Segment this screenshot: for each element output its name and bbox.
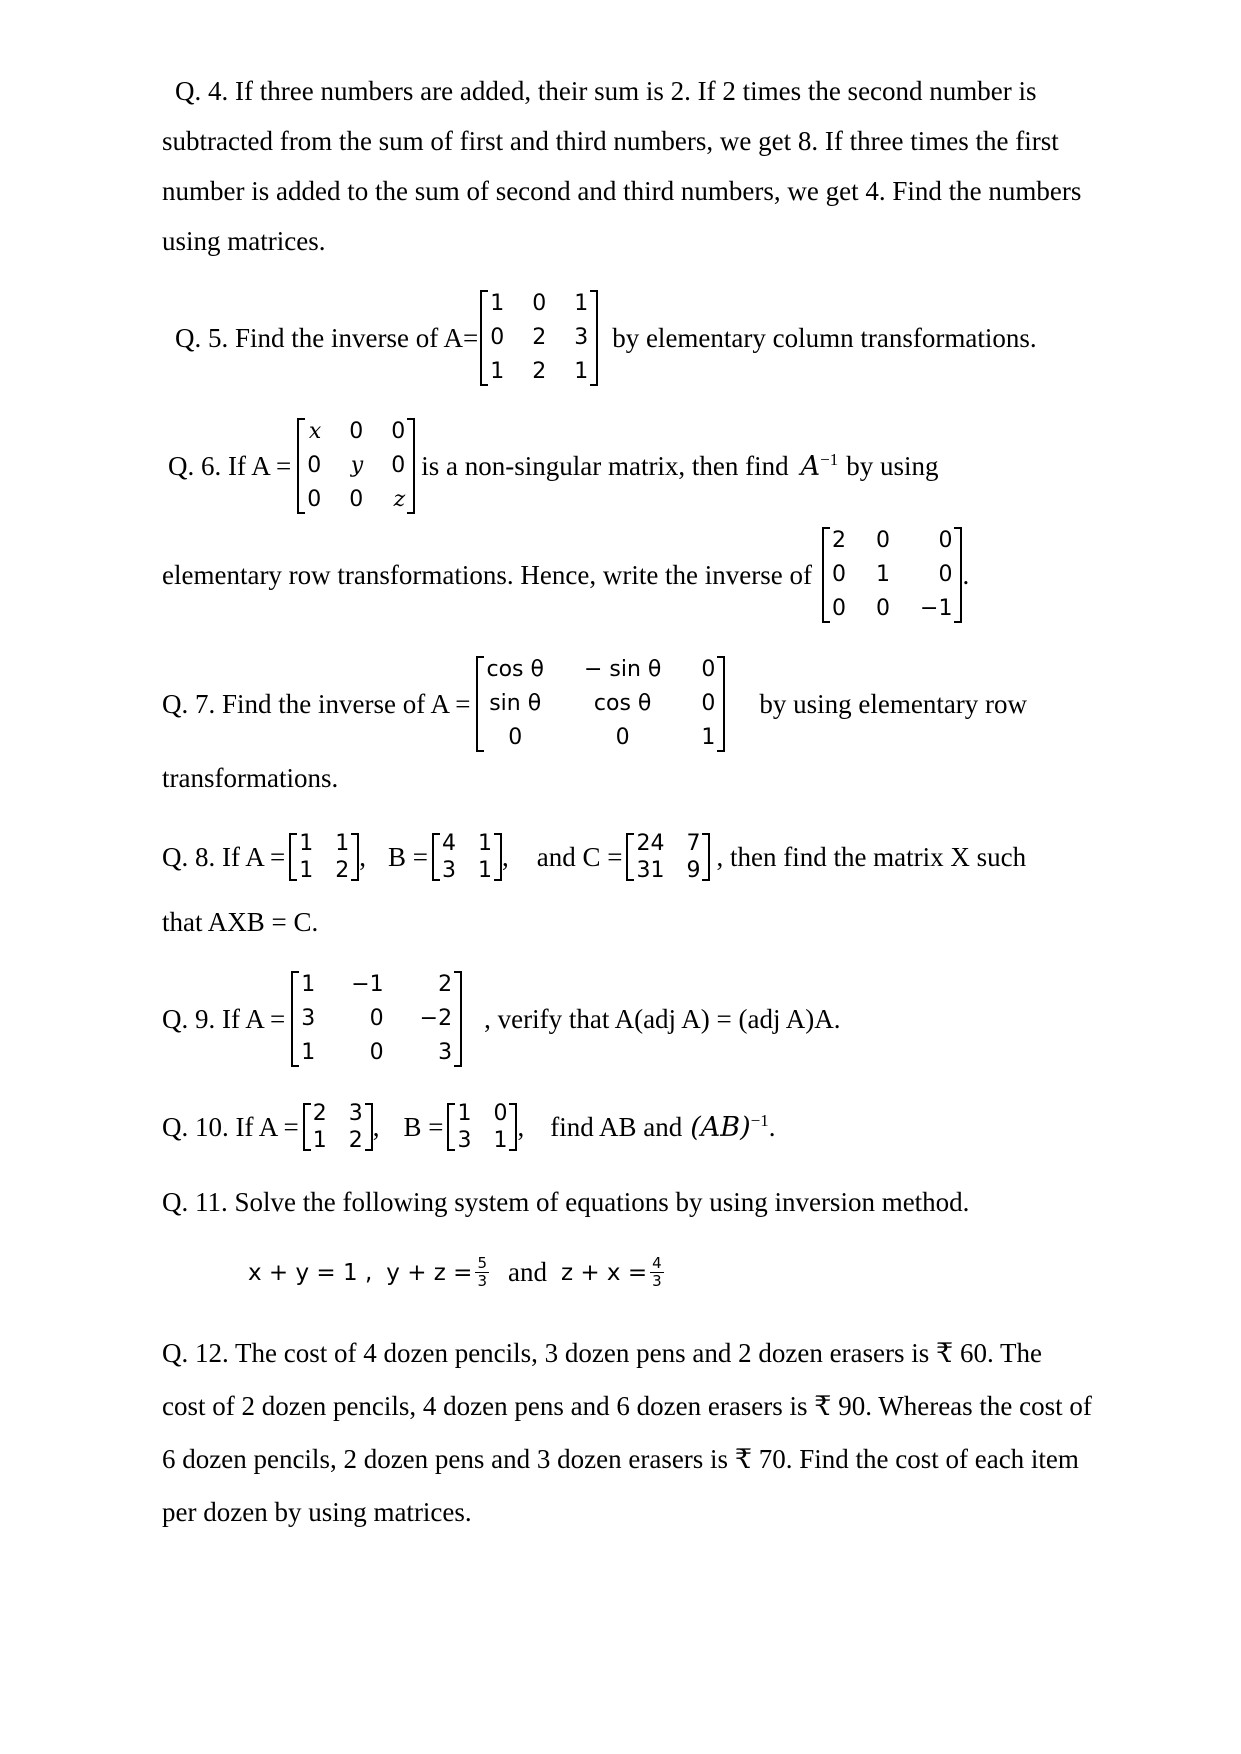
q4-line-1: Q. 4. If three numbers are added, their sum is 2. If 2 times the second number is [175, 76, 1037, 106]
fraction-numerator: 4 [652, 1254, 662, 1272]
matrix-cell: cos θ [593, 691, 652, 716]
question-10 [162, 1100, 776, 1154]
matrix-cell: 1 [299, 858, 314, 883]
q6-suffix: by using [846, 450, 939, 481]
matrix-cell: 1 [477, 858, 492, 883]
matrix-cell: 0 [701, 657, 716, 682]
matrix-cell: −1 [351, 972, 384, 997]
q10-end: . [768, 1111, 776, 1142]
matrix-cell: 0 [508, 725, 523, 750]
q4-line-2: subtracted from the sum of first and third numbers, we get 8. If three times the first [162, 126, 1059, 156]
matrix-cell: 0 [701, 691, 716, 716]
matrix-cell: −2 [419, 1006, 453, 1031]
q9-suffix: , verify that A(adj A) = (adj A)A. [484, 1003, 841, 1034]
fraction-denominator: 3 [652, 1272, 662, 1290]
matrix-cell: 1 [493, 1128, 508, 1153]
matrix-cell: 3 [301, 1006, 316, 1031]
q8-comma-1: , [359, 841, 366, 872]
question-7 [162, 653, 1027, 755]
q12-line-4: per dozen by using matrices. [162, 1497, 472, 1527]
matrix-cell: 3 [441, 858, 456, 883]
matrix-cell: 2 [532, 359, 547, 384]
q4-line-4: using matrices. [162, 226, 326, 256]
q8-suffix: , then find the matrix X such [716, 841, 1027, 872]
matrix-cell: y [350, 453, 364, 478]
q9-prefix: Q. 9. If A = [162, 1003, 286, 1034]
matrix-cell: 0 [391, 419, 406, 444]
q11-and: and [507, 1257, 547, 1287]
q11-eq-2: y + z = [386, 1259, 473, 1286]
q8-b-label: B = [387, 841, 428, 872]
q8-comma-2: , [501, 841, 509, 872]
q6-inv-base: A [800, 451, 821, 482]
q12-line-3: 6 dozen pencils, 2 dozen pens and 3 dozen erasers is ₹ 70. Find the cost of each item [162, 1444, 1079, 1474]
q7-suffix: by using elementary row [759, 688, 1028, 719]
q10-b-label: B = [403, 1111, 444, 1142]
q7-prefix: Q. 7. Find the inverse of A = [162, 688, 471, 719]
matrix-cell: 31 [636, 858, 665, 883]
q8-c-label: and C = [536, 841, 623, 872]
matrix-cell: 0 [369, 1040, 384, 1065]
matrix-cell: 9 [686, 858, 701, 883]
matrix-cell: 1 [876, 562, 891, 587]
matrix-cell: 3 [574, 325, 589, 350]
matrix-cell: 0 [307, 487, 322, 512]
q12-line-1: Q. 12. The cost of 4 dozen pencils, 3 dozen pens and 2 dozen erasers is ₹ 60. The [162, 1338, 1042, 1368]
q7-line-2: transformations. [162, 763, 339, 793]
matrix-cell: 1 [335, 831, 350, 856]
matrix-cell: z [393, 487, 406, 512]
matrix-cell: 1 [301, 972, 316, 997]
q10-matrix-a [303, 1100, 373, 1154]
matrix-cell: 3 [457, 1128, 472, 1153]
q8-matrix-c [626, 830, 710, 884]
q11-eq-3: z + x = [560, 1259, 648, 1286]
matrix-cell: 1 [299, 831, 314, 856]
matrix-cell: 0 [349, 419, 364, 444]
matrix-cell: 4 [441, 831, 456, 856]
matrix-cell: 0 [615, 725, 630, 750]
matrix-cell: x [308, 419, 322, 444]
q6-end: . [962, 559, 970, 590]
q5-suffix: by elementary column transformations. [612, 322, 1037, 353]
matrix-cell: 2 [348, 1128, 363, 1153]
matrix-cell: 2 [335, 858, 350, 883]
question-6-line-2 [162, 524, 969, 626]
q6-inv-exponent: −1 [820, 450, 839, 469]
matrix-cell: 0 [532, 291, 547, 316]
matrix-cell: 2 [312, 1101, 327, 1126]
q7-matrix [476, 653, 725, 755]
matrix-cell: 0 [349, 487, 364, 512]
question-5 [175, 287, 1037, 389]
matrix-cell: 2 [532, 325, 547, 350]
q11-equations [248, 1255, 667, 1290]
matrix-cell: cos θ [486, 657, 544, 682]
matrix-cell: 0 [307, 453, 322, 478]
q10-prefix: Q. 10. If A = [162, 1111, 299, 1142]
matrix-cell: 1 [574, 291, 589, 316]
q10-expr-base: (AB) [690, 1112, 751, 1143]
matrix-cell: 2 [438, 972, 453, 997]
matrix-cell: 0 [391, 453, 406, 478]
matrix-cell: 1 [312, 1128, 327, 1153]
fraction-numerator: 5 [477, 1254, 487, 1272]
q11-fraction-1 [475, 1255, 489, 1290]
matrix-cell: 2 [832, 528, 847, 553]
matrix-cell: 1 [301, 1040, 316, 1065]
q4-line-3: number is added to the sum of second and third numbers, we get 4. Find the numbers [162, 176, 1082, 206]
question-6 [168, 415, 939, 517]
matrix-cell: 1 [574, 359, 589, 384]
q6-matrix [297, 415, 415, 517]
q9-matrix [291, 968, 462, 1070]
q6-matrix-2 [822, 524, 962, 626]
fraction-denominator: 3 [477, 1272, 487, 1290]
question-8 [162, 830, 1026, 884]
matrix-cell: 0 [490, 325, 505, 350]
q5-matrix [480, 287, 598, 389]
q10-matrix-b [447, 1100, 517, 1154]
q11-line-1: Q. 11. Solve the following system of equations by using inversion method. [162, 1187, 970, 1217]
q10-expression [690, 1111, 769, 1143]
matrix-cell: 0 [938, 562, 953, 587]
q10-comma-1: , [372, 1111, 380, 1142]
matrix-cell: 0 [369, 1006, 384, 1031]
q6-inverse-symbol [801, 450, 839, 482]
q6-line-2: elementary row transformations. Hence, write the inverse of [162, 559, 813, 590]
q8-matrix-a [289, 830, 359, 884]
matrix-cell: 7 [686, 831, 701, 856]
q6-middle: is a non-singular matrix, then find [421, 450, 789, 481]
matrix-cell: sin θ [489, 691, 542, 716]
matrix-cell: −1 [920, 596, 953, 621]
q11-fraction-2 [650, 1255, 664, 1290]
q11-eq-1: x + y = 1 , [248, 1259, 373, 1286]
matrix-cell: − sin θ [583, 657, 662, 682]
matrix-cell: 0 [493, 1101, 508, 1126]
matrix-cell: 1 [490, 359, 505, 384]
matrix-cell: 0 [876, 528, 891, 553]
matrix-cell: 0 [876, 596, 891, 621]
matrix-cell: 0 [938, 528, 953, 553]
q12-line-2: cost of 2 dozen pencils, 4 dozen pens and 6 dozen erasers is ₹ 90. Whereas the cost of [162, 1391, 1092, 1421]
q10-suffix: find AB and [550, 1111, 683, 1142]
q8-matrix-b [432, 830, 502, 884]
q6-prefix: Q. 6. If A = [168, 450, 292, 481]
matrix-cell: 1 [477, 831, 492, 856]
q5-prefix: Q. 5. Find the inverse of A= [175, 322, 479, 353]
q8-prefix: Q. 8. If A = [162, 841, 286, 872]
q8-line-2: that AXB = C. [162, 907, 319, 937]
matrix-cell: 0 [832, 596, 847, 621]
matrix-cell: 1 [490, 291, 505, 316]
q10-comma-2: , [517, 1111, 525, 1142]
matrix-cell: 1 [701, 725, 716, 750]
question-9 [162, 968, 841, 1070]
matrix-cell: 24 [636, 831, 665, 856]
matrix-cell: 0 [832, 562, 847, 587]
q10-expr-exponent: −1 [750, 1111, 769, 1130]
matrix-cell: 1 [457, 1101, 472, 1126]
matrix-cell: 3 [348, 1101, 363, 1126]
matrix-cell: 3 [438, 1040, 453, 1065]
